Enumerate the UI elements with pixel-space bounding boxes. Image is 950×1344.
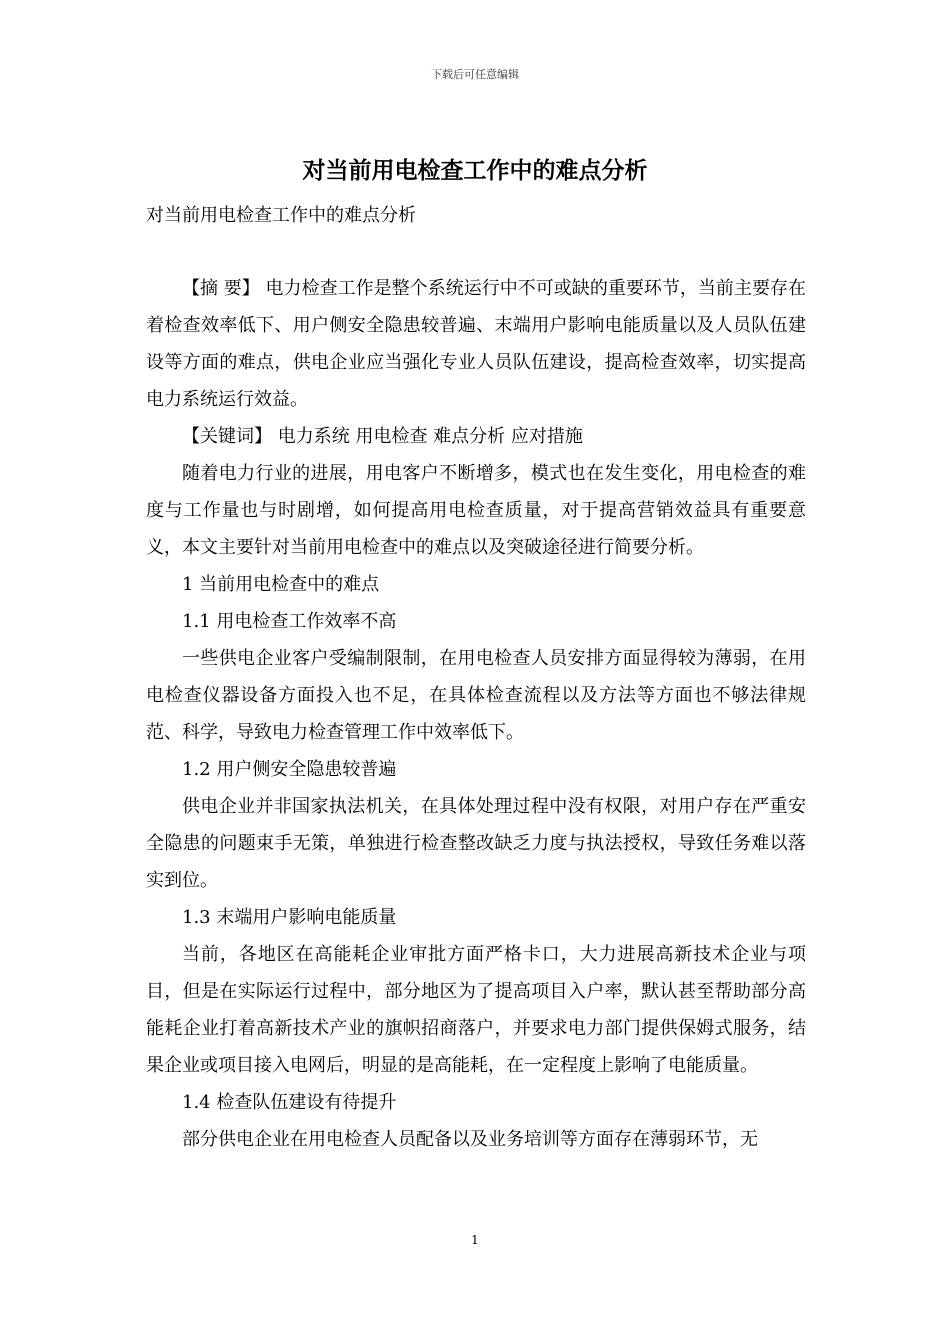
page-header: 下载后可任意编辑	[431, 68, 519, 81]
abstract-paragraph: 【摘 要】 电力检查工作是整个系统运行中不可或缺的重要环节，当前主要存在着检查效率低下、用户侧安全隐患较普遍、末端用户影响电能质量以及人员队伍建设等方面的难点，供电企业应当强化专业人员队伍建设，提高检查效率，切实提高电力系统运行效益。	[146, 278, 806, 410]
body-paragraph: 部分供电企业在用电检查人员配备以及业务培训等方面存在薄弱环节，无	[182, 1129, 758, 1150]
subsection-heading: 1.4 检查队伍建设有待提升	[182, 1092, 397, 1113]
keywords-paragraph: 【关键词】 电力系统 用电检查 难点分析 应对措施	[182, 426, 583, 447]
section-heading: 1 当前用电检查中的难点	[182, 574, 380, 595]
subsection-heading: 1.2 用户侧安全隐患较普遍	[182, 759, 397, 780]
document-subtitle: 对当前用电检查工作中的难点分析	[146, 205, 416, 226]
subsection-heading: 1.3 末端用户影响电能质量	[182, 907, 397, 928]
document-title: 对当前用电检查工作中的难点分析	[302, 158, 648, 184]
page-number: 1	[471, 1233, 479, 1247]
body-paragraph: 一些供电企业客户受编制限制，在用电检查人员安排方面显得较为薄弱，在用电检查仪器设备方面投入也不足，在具体检查流程以及方法等方面也不够法律规范、科学，导致电力检查管理工作中效率低下。	[146, 648, 806, 743]
document-body	[146, 270, 806, 1158]
body-paragraph: 供电企业并非国家执法机关，在具体处理过程中没有权限，对用户存在严重安全隐患的问题束手无策，单独进行检查整改缺乏力度与执法授权，导致任务难以落实到位。	[146, 796, 806, 891]
intro-paragraph: 随着电力行业的进展，用电客户不断增多，模式也在发生变化，用电检查的难度与工作量也与时剧增，如何提高用电检查质量，对于提高营销效益具有重要意义，本文主要针对当前用电检查中的难点以及突破途径进行简要分析。	[146, 463, 806, 558]
body-paragraph: 当前，各地区在高能耗企业审批方面严格卡口，大力进展高新技术企业与项目，但是在实际运行过程中，部分地区为了提高项目入户率，默认甚至帮助部分高能耗企业打着高新技术产业的旗帜招商落户，并要求电力部门提供保姆式服务，结果企业或项目接入电网后，明显的是高能耗，在一定程度上影响了电能质量。	[146, 944, 806, 1076]
subsection-heading: 1.1 用电检查工作效率不高	[182, 611, 397, 632]
